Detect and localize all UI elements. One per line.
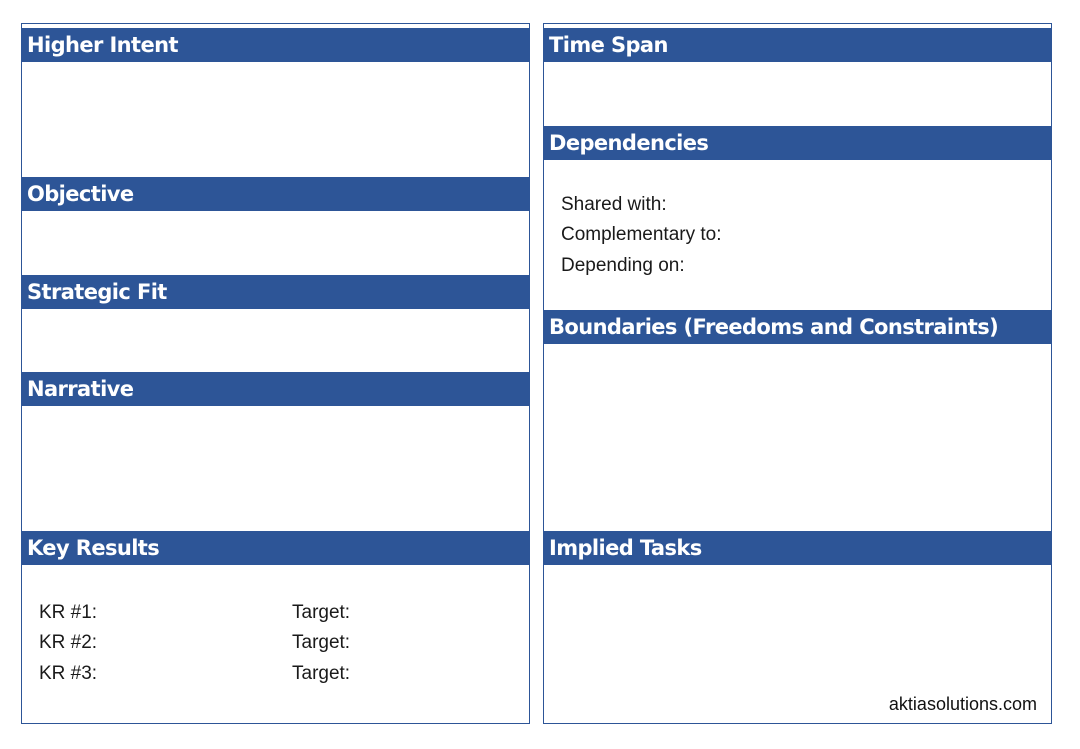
kr-label: KR #3: [39,663,98,684]
right-canvas-panel [543,23,1052,724]
footer-website: aktiasolutions.com [888,694,1037,714]
section-header-strategic-fit: Strategic Fit [22,275,529,309]
section-header-implied-tasks: Implied Tasks [544,531,1051,565]
section-header-higher-intent: Higher Intent [22,28,529,62]
kr-label: KR #1: [39,602,98,623]
left-canvas-panel [21,23,530,724]
section-header-narrative: Narrative [22,372,529,406]
section-header-time-span: Time Span [544,28,1051,62]
section-header-dependencies: Dependencies [544,126,1051,160]
section-header-key-results: Key Results [22,531,529,565]
kr-target-label: Target: [292,663,351,684]
section-header-boundaries: Boundaries (Freedoms and Constraints) [544,310,1051,344]
kr-target-label: Target: [292,602,351,623]
kr-target-label: Target: [292,632,351,653]
section-header-objective: Objective [22,177,529,211]
kr-label: KR #2: [39,632,98,653]
dependency-line-depending: Depending on: [561,255,685,276]
dependency-line-complementary: Complementary to: [561,224,722,245]
dependency-line-shared: Shared with: [561,194,667,215]
